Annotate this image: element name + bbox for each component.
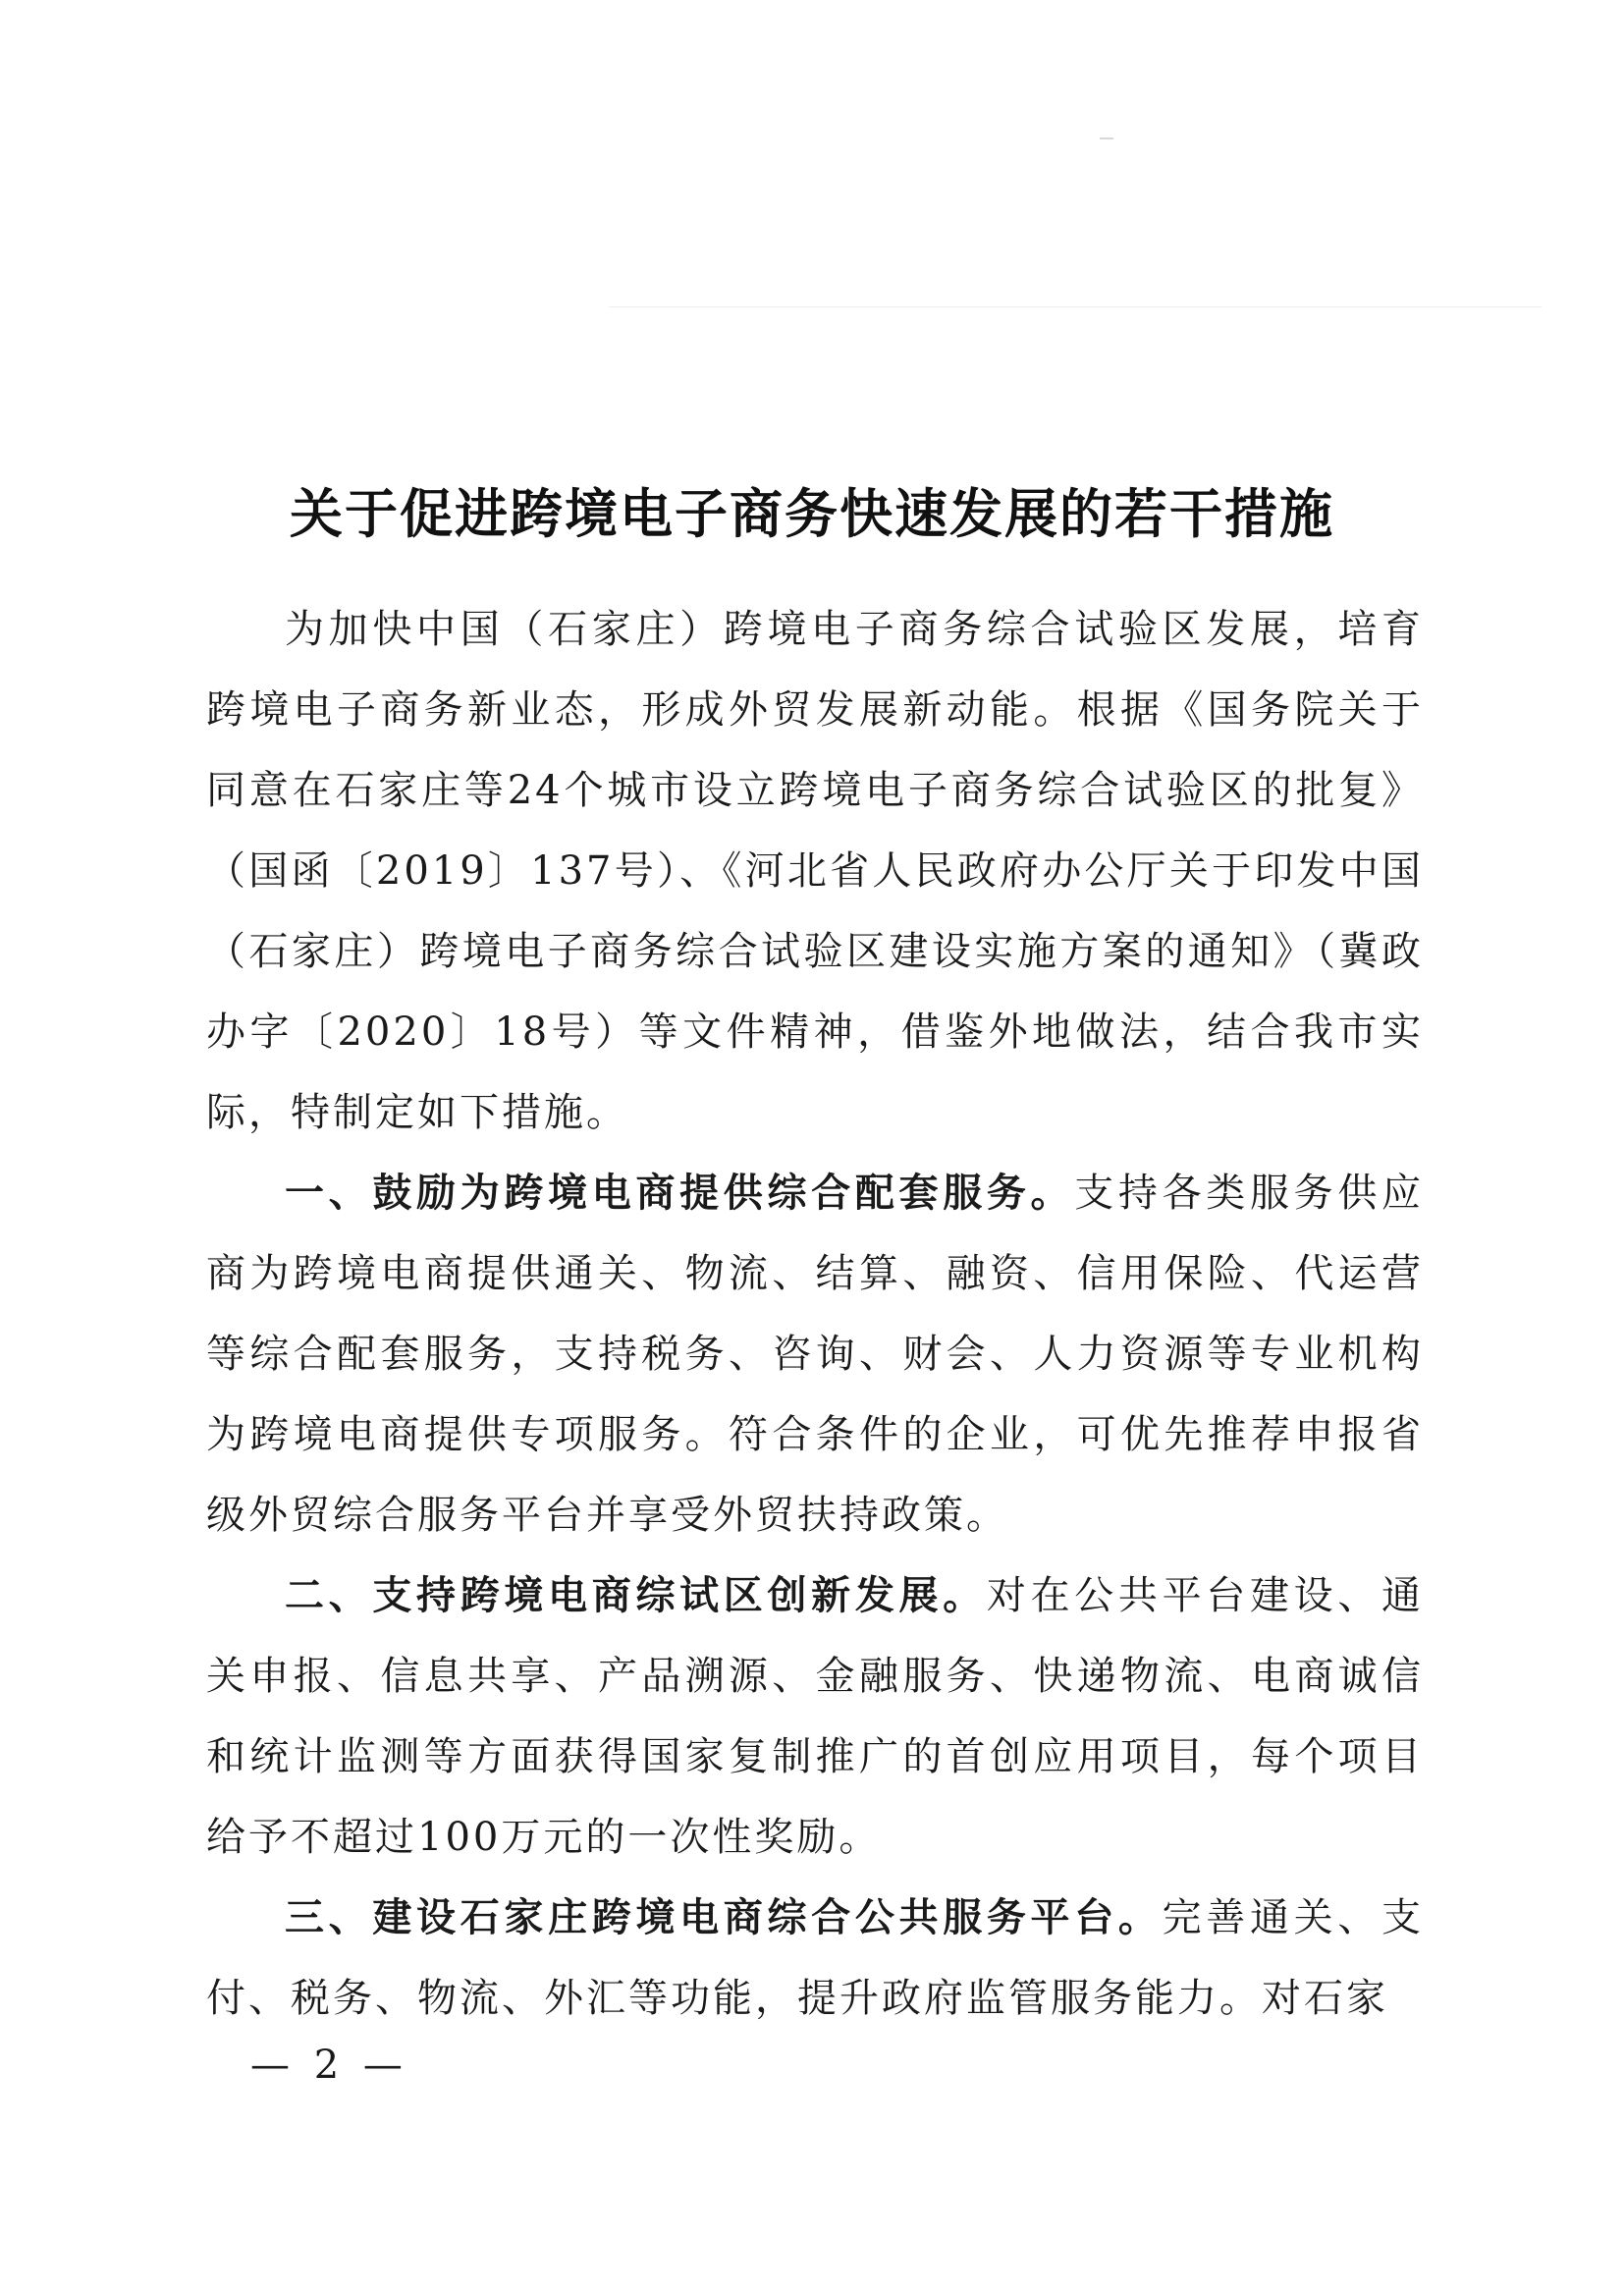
paragraph-intro <box>206 589 1424 1153</box>
document-body <box>206 589 1424 2039</box>
paragraph-text: 完善通关、支付、税务、物流、外汇等功能，提升政府监管服务能力。对石家 <box>206 1895 1425 2021</box>
paragraph-text: 支持各类服务供应商为跨境电商提供通关、物流、结算、融资、信用保险、代运营等综合配套服务，支持税务、咨询、财会、人力资源等专业机构为跨境电商提供专项服务。符合条件的企业，可优先推荐申报省级外贸综合服务平台并享受外贸扶持政策。 <box>206 1171 1425 1538</box>
paragraph-measure-2 <box>206 1555 1424 1878</box>
paragraph-text: 对在公共平台建设、通关申报、信息共享、产品溯源、金融服务、快递物流、电商诚信和统计监测等方面获得国家复制推广的首创应用项目，每个项目给予不超过100万元的一次性奖励。 <box>206 1573 1425 1860</box>
paragraph-text: 为加快中国（石家庄）跨境电子商务综合试验区发展，培育跨境电子商务新业态，形成外贸发展新动能。根据《国务院关于同意在石家庄等24个城市设立跨境电子商务综合试验区的批复》（国函〔2019〕137号）、《河北省人民政府办公厅关于印发中国（石家庄）跨境电子商务综合试验区建设实施方案的通知》（冀政办字〔2020〕18号）等文件精神，借鉴外地做法，结合我市实际，特制定如下措施。 <box>206 607 1424 1135</box>
scan-mark <box>1100 137 1113 139</box>
document-title: 关于促进跨境电子商务快速发展的若干措施 <box>290 482 1334 546</box>
paragraph-lead: 二、支持跨境电商综试区创新发展。 <box>285 1572 987 1618</box>
paragraph-lead: 一、鼓励为跨境电商提供综合配套服务。 <box>285 1170 1075 1216</box>
paragraph-measure-3 <box>206 1878 1424 2039</box>
paragraph-measure-1 <box>206 1153 1424 1555</box>
paragraph-lead: 三、建设石家庄跨境电商综合公共服务平台。 <box>285 1894 1163 1940</box>
page-number: — 2 — <box>250 2043 408 2088</box>
scan-line <box>609 306 1542 307</box>
